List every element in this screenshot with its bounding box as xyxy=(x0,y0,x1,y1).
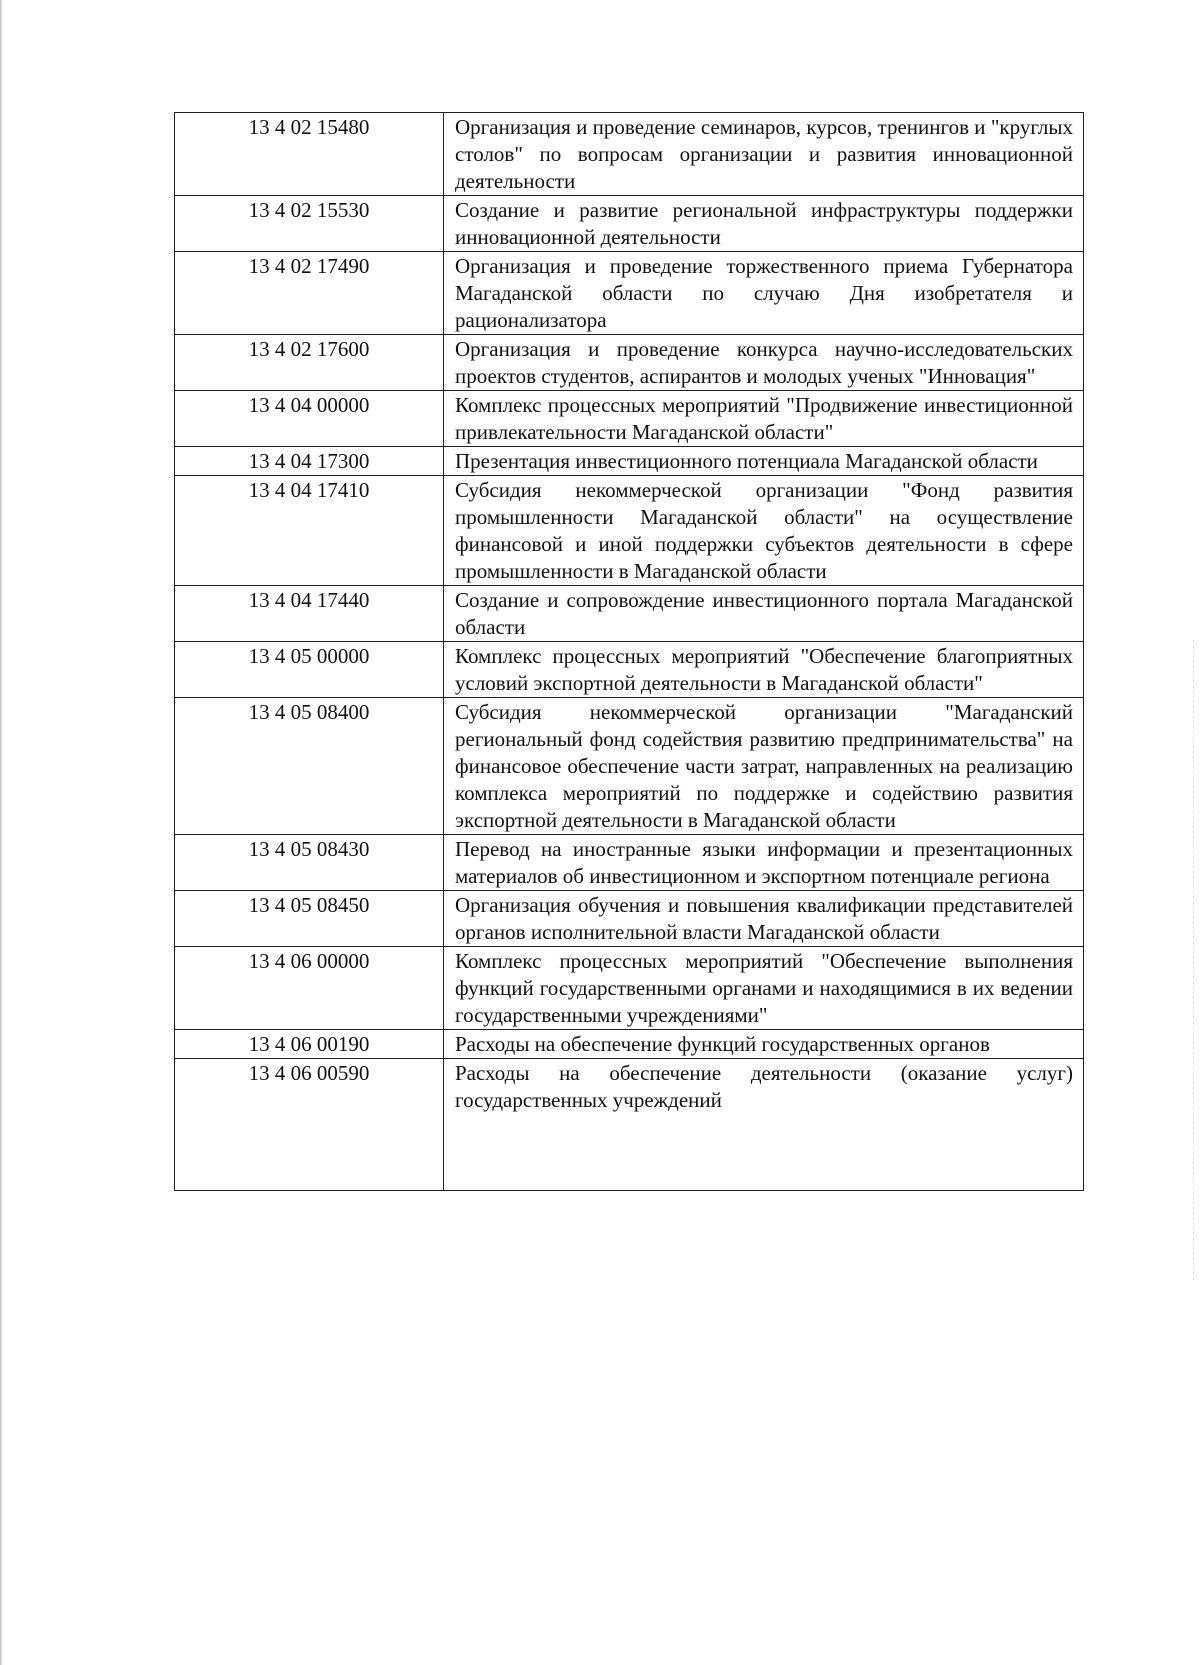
table-row xyxy=(175,891,1084,947)
table-row xyxy=(175,476,1084,586)
scan-edge-marks xyxy=(1193,640,1196,1280)
table-row xyxy=(175,391,1084,447)
name-cell: Комплекс процессных мероприятий "Продвижение инвестиционной привлекательности Магаданской области" xyxy=(444,391,1084,447)
table-row xyxy=(175,586,1084,642)
code-cell: 13 4 04 17440 xyxy=(175,586,444,642)
name-cell: Создание и сопровождение инвестиционного портала Магаданской области xyxy=(444,586,1084,642)
name-cell: Организация и проведение семинаров, курсов, тренингов и "круглых столов" по вопросам организации и развития инновационной деятельности xyxy=(444,113,1084,196)
document-page xyxy=(174,112,1084,1191)
table-row xyxy=(175,1059,1084,1191)
code-cell: 13 4 04 17300 xyxy=(175,447,444,476)
code-cell: 13 4 02 15480 xyxy=(175,113,444,196)
table-row xyxy=(175,947,1084,1030)
name-cell: Расходы на обеспечение функций государственных органов xyxy=(444,1030,1084,1059)
name-cell: Перевод на иностранные языки информации и презентационных материалов об инвестиционном и экспортном потенциале региона xyxy=(444,835,1084,891)
name-cell: Комплекс процессных мероприятий "Обеспечение благоприятных условий экспортной деятельности в Магаданской области" xyxy=(444,642,1084,698)
code-cell: 13 4 02 17600 xyxy=(175,335,444,391)
code-cell: 13 4 05 00000 xyxy=(175,642,444,698)
table-row xyxy=(175,196,1084,252)
code-cell: 13 4 06 00190 xyxy=(175,1030,444,1059)
code-cell: 13 4 05 08450 xyxy=(175,891,444,947)
code-cell: 13 4 06 00590 xyxy=(175,1059,444,1191)
table-row xyxy=(175,642,1084,698)
code-cell: 13 4 02 17490 xyxy=(175,252,444,335)
table-row xyxy=(175,835,1084,891)
name-cell: Организация и проведение конкурса научно-исследовательских проектов студентов, аспирантов и молодых ученых "Инновация" xyxy=(444,335,1084,391)
name-cell: Субсидия некоммерческой организации "Фонд развития промышленности Магаданской области" на осуществление финансовой и иной поддержки субъектов деятельности в сфере промышленности в Магаданской области xyxy=(444,476,1084,586)
table-row xyxy=(175,113,1084,196)
code-cell: 13 4 05 08430 xyxy=(175,835,444,891)
code-cell: 13 4 04 17410 xyxy=(175,476,444,586)
table-row xyxy=(175,252,1084,335)
table-row xyxy=(175,335,1084,391)
code-cell: 13 4 05 08400 xyxy=(175,698,444,835)
table-row xyxy=(175,447,1084,476)
table-row xyxy=(175,1030,1084,1059)
name-cell: Субсидия некоммерческой организации "Магаданский региональный фонд содействия развитию предпринимательства" на финансовое обеспечение части затрат, направленных на реализацию комплекса мероприятий по поддержке и содействию развития экспортной деятельности в Магаданской области xyxy=(444,698,1084,835)
name-cell: Комплекс процессных мероприятий "Обеспечение выполнения функций государственными органами и находящимися в их ведении государственными учреждениями" xyxy=(444,947,1084,1030)
name-cell: Презентация инвестиционного потенциала Магаданской области xyxy=(444,447,1084,476)
budget-codes-table xyxy=(174,112,1084,1191)
name-cell: Организация и проведение торжественного приема Губернатора Магаданской области по случаю Дня изобретателя и рационализатора xyxy=(444,252,1084,335)
scan-edge-shadow xyxy=(0,0,3,1665)
code-cell: 13 4 04 00000 xyxy=(175,391,444,447)
name-cell: Организация обучения и повышения квалификации представителей органов исполнительной власти Магаданской области xyxy=(444,891,1084,947)
name-cell: Создание и развитие региональной инфраструктуры поддержки инновационной деятельности xyxy=(444,196,1084,252)
code-cell: 13 4 06 00000 xyxy=(175,947,444,1030)
name-cell: Расходы на обеспечение деятельности (оказание услуг) государственных учреждений xyxy=(444,1059,1084,1191)
code-cell: 13 4 02 15530 xyxy=(175,196,444,252)
table-row xyxy=(175,698,1084,835)
